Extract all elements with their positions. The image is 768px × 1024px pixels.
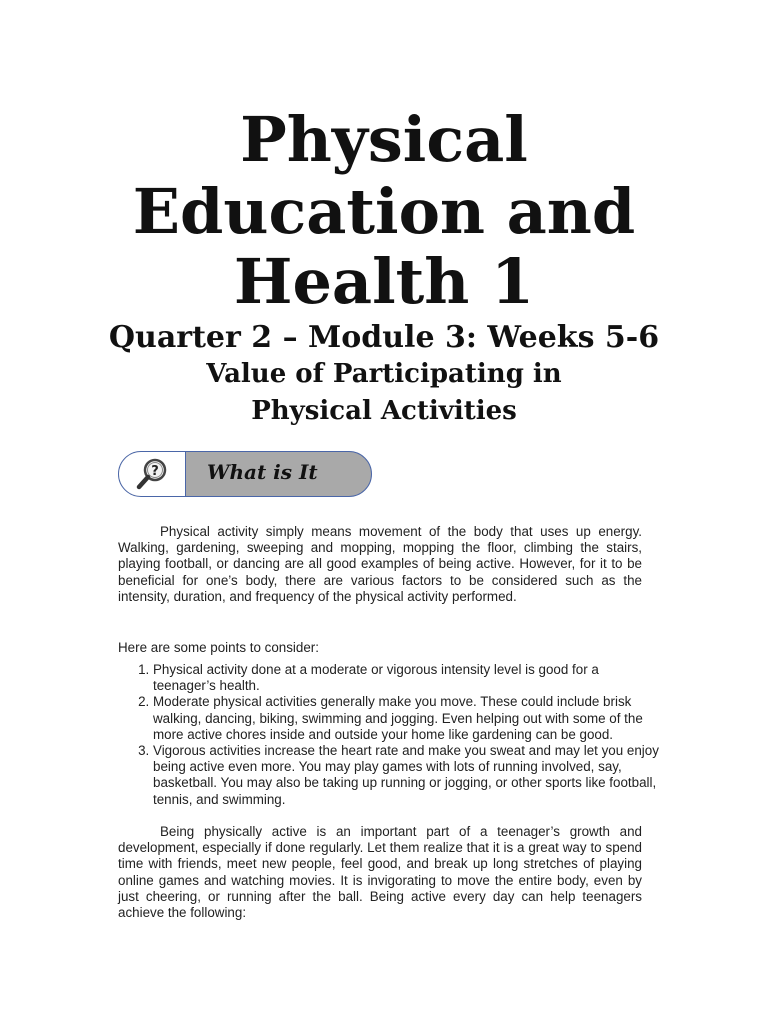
topic-heading-line-2: Physical Activities: [251, 396, 517, 426]
list-item: 2. Moderate physical activities generally make you move. These could include brisk walking, dancing, biking, swimming and jogging. Even helping out with some of the more active chores inside and outside your home like gardening can be good.: [153, 694, 665, 743]
intro-paragraph: Physical activity simply means movement of the body that uses up energy. Walking, gardening, sweeping and mopping, mopping the floor, climbing the stairs, playing football, or dancing are all good examples of being active. However, for it to be beneficial for one’s body, there are various factors to be considered such as the intensity, duration, and frequency of the physical activity performed.: [118, 524, 642, 604]
section-label: What is It: [207, 460, 318, 484]
list-item: 1. Physical activity done at a moderate or vigorous intensity level is good for a teenager’s health.: [153, 662, 665, 694]
svg-text:?: ?: [151, 464, 159, 479]
topic-heading-line-1: Value of Participating in: [206, 359, 562, 389]
closing-paragraph: Being physically active is an important part of a teenager’s growth and development, especially if done regularly. Let them realize that it is a great way to spend time with friends, meet new people, feel good, and break up long stretches of playing online games and watching movies. It is invigorating to move the entire body, even by just cheering, or running after the ball. Being active every day can help teenagers achieve the following:: [118, 824, 642, 921]
what-is-it-banner: [118, 451, 372, 497]
module-heading: Quarter 2 – Module 3: Weeks 5-6: [108, 320, 660, 355]
points-list: [130, 662, 665, 808]
list-item: 3. Vigorous activities increase the heart rate and make you sweat and may let you enjoy being active even more. You may play games with lots of running involved, say, basketball. You may also be taking up running or jogging, or other sports like football, tennis, and swimming.: [153, 743, 665, 808]
title-line-2: Education and: [132, 175, 636, 248]
title-line-3: Health 1: [233, 245, 535, 318]
banner-icon-cap: [119, 452, 186, 496]
title-line-1: Physical: [240, 103, 528, 176]
points-intro: Here are some points to consider:: [118, 640, 319, 655]
question-magnifier-icon: [135, 456, 171, 492]
